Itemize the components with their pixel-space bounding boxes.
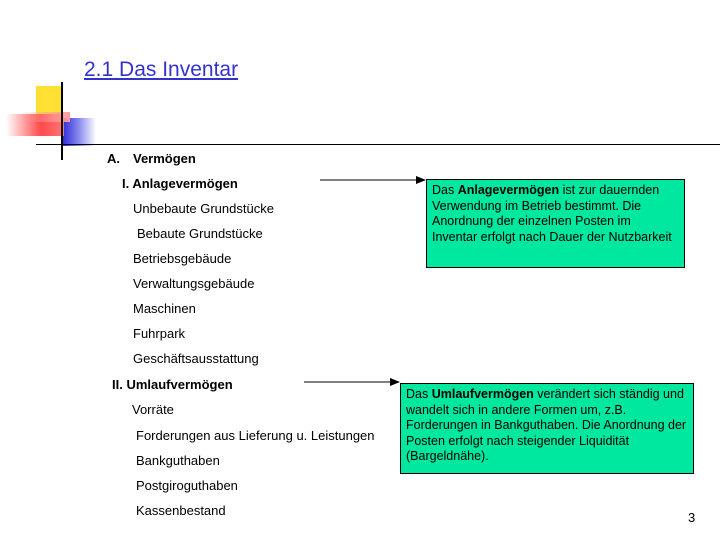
list-item: Maschinen bbox=[133, 301, 196, 316]
list-item: Kassenbestand bbox=[136, 503, 226, 518]
title-divider bbox=[36, 144, 720, 145]
callout-text: ist zur dauernden Verwendung im Betrieb bestimmt. Die Anordnung der einzelnen Posten im Inventar erfolgt nach Dauer der Nutzbarkeit bbox=[432, 183, 672, 244]
list-item: Fuhrpark bbox=[133, 326, 186, 341]
page-number: 3 bbox=[688, 510, 696, 525]
umlaufvermoegen-callout bbox=[400, 383, 694, 474]
list-item: Verwaltungsgebäude bbox=[133, 276, 255, 291]
callout-prefix: Das bbox=[432, 183, 458, 197]
anlagevermoegen-callout bbox=[426, 179, 685, 268]
list-item: Vorräte bbox=[132, 402, 174, 417]
callout-text: verändert sich ständig und wandelt sich in andere Formen um, z.B. Forderungen in Bankguthaben. Die Anordnung der Posten erfolgt nach steigender Liquidität (Bargeldnähe). bbox=[406, 387, 687, 463]
callout-term: Anlagevermögen bbox=[457, 183, 560, 197]
anlagevermoegen-heading: I. Anlagevermögen bbox=[122, 176, 238, 191]
list-item: Postgiroguthaben bbox=[136, 478, 238, 493]
arrow-icon bbox=[302, 374, 402, 390]
arrow-icon bbox=[318, 172, 428, 188]
page-title: 2.1 Das Inventar bbox=[84, 58, 239, 81]
list-item: Betriebsgebäude bbox=[133, 251, 232, 266]
list-item: Bankguthaben bbox=[136, 453, 220, 468]
section-a-label: Vermögen bbox=[133, 151, 196, 166]
callout-prefix: Das bbox=[406, 387, 432, 401]
umlaufvermoegen-heading: II. Umlaufvermögen bbox=[112, 377, 233, 392]
list-item: Forderungen aus Lieferung u. Leistungen bbox=[136, 428, 375, 443]
list-item: Unbebaute Grundstücke bbox=[133, 201, 274, 216]
list-item: Bebaute Grundstücke bbox=[137, 226, 263, 241]
section-a-marker: A. bbox=[107, 151, 120, 166]
callout-term: Umlaufvermögen bbox=[431, 387, 534, 401]
list-item: Geschäftsausstattung bbox=[133, 351, 259, 366]
